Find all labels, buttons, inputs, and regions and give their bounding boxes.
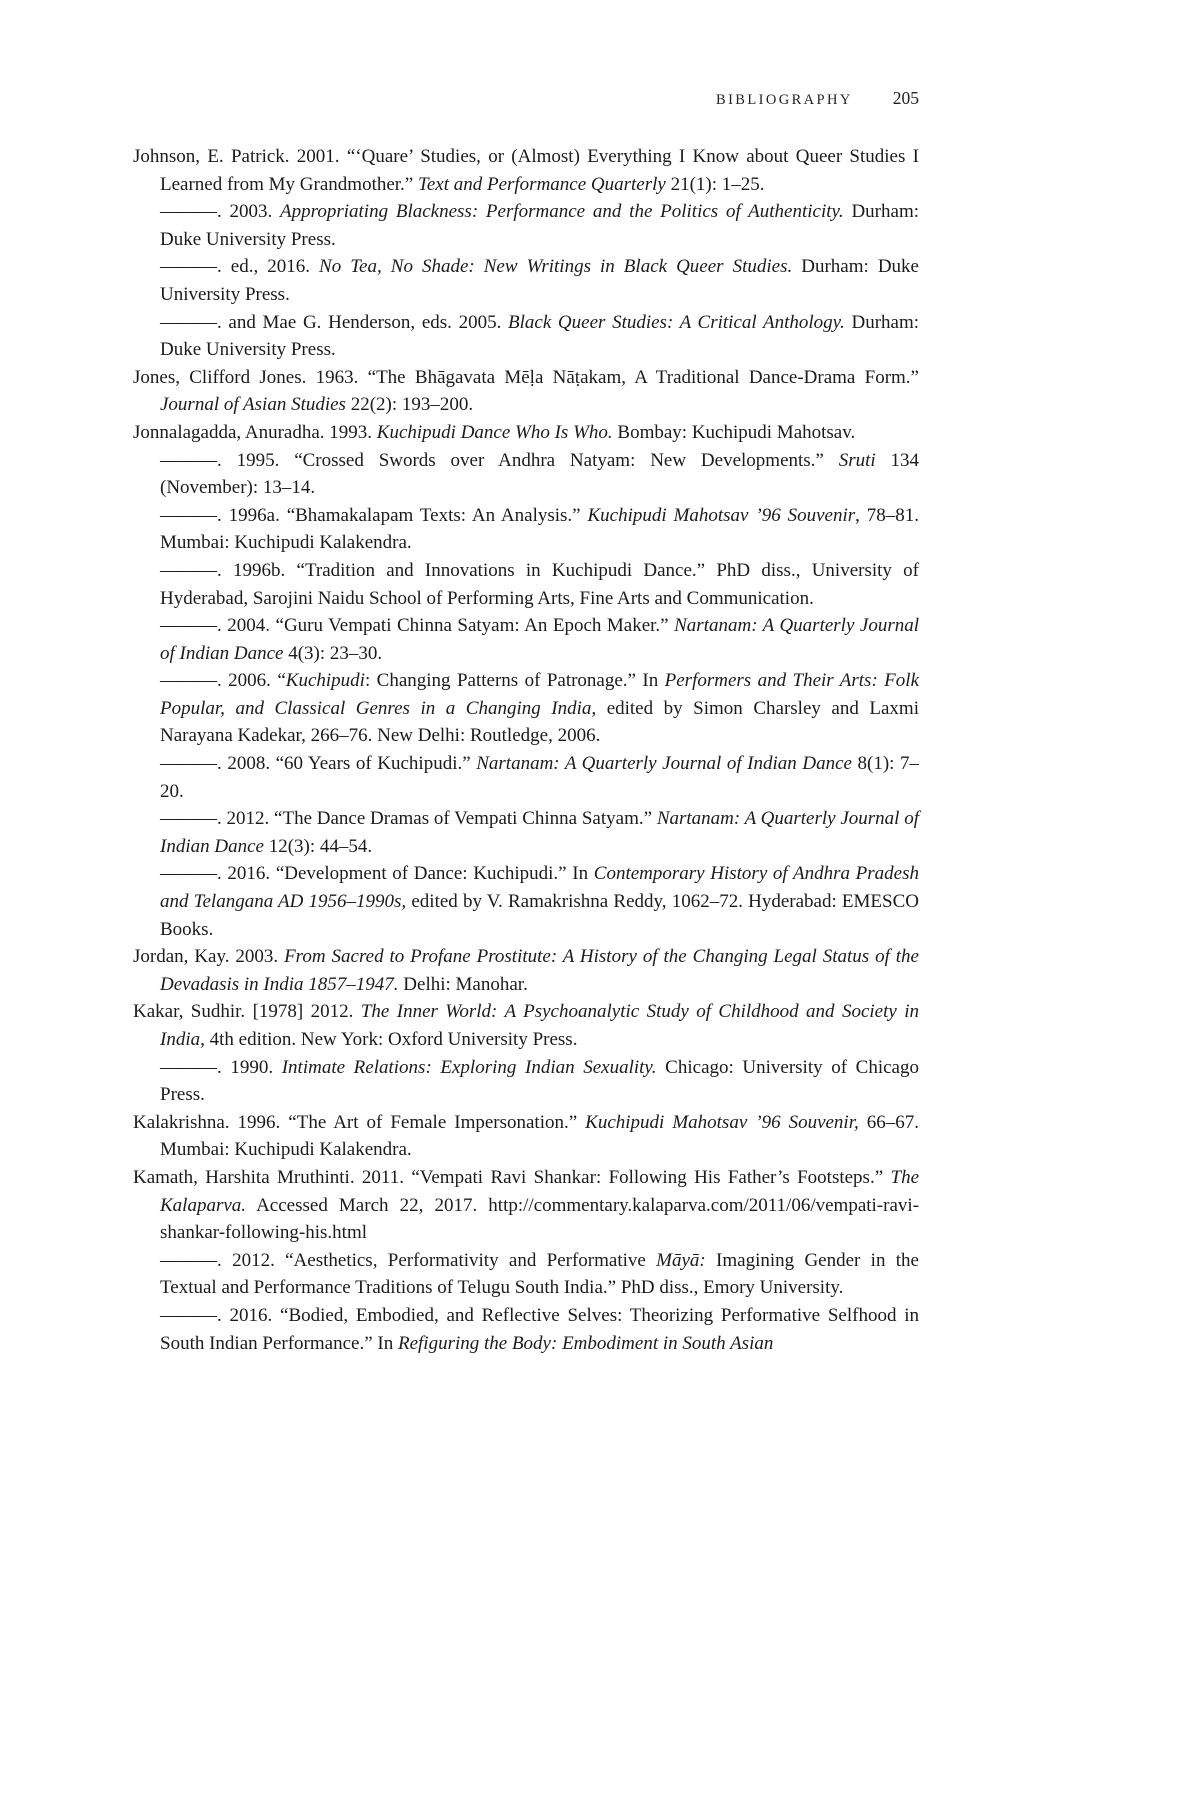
entry-title-italic: Intimate Relations: Exploring Indian Sexuality.: [281, 1056, 657, 1078]
bibliography-entry: [133, 805, 919, 860]
bibliography-entry: [133, 1247, 919, 1302]
entry-text: edited by Simon Charsley and Laxmi Narayana Kadekar, 266–76. New Delhi: Routledge, 2006.: [160, 697, 919, 747]
entry-title-italic: Kuchipudi Mahotsav ’96 Souvenir: [587, 504, 856, 526]
bibliography-entry: [133, 198, 919, 253]
bibliography-entry: [133, 557, 919, 612]
entry-title-italic: Kuchipudi: [285, 670, 365, 692]
bibliography-entry: [133, 309, 919, 364]
bibliography-entry: [133, 447, 919, 502]
entry-text: Kamath, Harshita Mruthinti. 2011. “Vempati Ravi Shankar: Following His Father’s Footsteps.”: [133, 1166, 891, 1188]
entry-title-italic: Black Queer Studies: A Critical Anthology.: [508, 311, 845, 333]
entry-text: edited by V. Ramakrishna Reddy, 1062–72. Hyderabad: EMESCO Books.: [160, 891, 919, 940]
entry-text: Durham: Duke University Press.: [160, 201, 919, 250]
entry-text: Durham: Duke University Press.: [160, 311, 920, 361]
entry-text: ———. 2016. “Development of Dance: Kuchipudi.” In: [160, 863, 594, 885]
entry-title-italic: Nartanam: A Quarterly Journal of Indian Dance: [160, 615, 920, 664]
bibliography: [133, 143, 919, 1357]
entry-title-italic: Refiguring the Body: Embodiment in South Asian: [397, 1332, 774, 1354]
entry-title-italic: No Tea, No Shade: New Writings in Black Queer Studies.: [319, 256, 793, 278]
bibliography-entry: [133, 1302, 919, 1357]
bibliography-entry: [133, 612, 919, 667]
entry-text: 134 (November): 13–14.: [160, 449, 920, 499]
bibliography-entry: [133, 253, 919, 308]
entry-text: ———. 2008. “60 Years of Kuchipudi.”: [160, 753, 477, 775]
running-head-title: BIBLIOGRAPHY: [716, 92, 853, 108]
entry-text: Accessed March 22, 2017. http://commentary.kalaparva.com/2011/06/vempati-ravi-shankar-following-his.html: [160, 1194, 919, 1244]
entry-title-italic: Contemporary History of Andhra Pradesh and Telangana AD 1956–1990s,: [160, 863, 919, 913]
entry-title-italic: Māyā:: [656, 1249, 706, 1271]
bibliography-entry: [133, 364, 919, 419]
entry-text: 4(3): 23–30.: [283, 642, 383, 664]
entry-text: Jonnalagadda, Anuradha. 1993.: [133, 421, 377, 443]
bibliography-entry: [133, 943, 919, 998]
entry-text: Imagining Gender in the Textual and Performance Traditions of Telugu South India.” PhD diss., Emory University.: [160, 1249, 919, 1299]
entry-title-italic: From Sacred to Profane Prostitute: A History of the Changing Legal Status of the Devadasis in India 1857–1947.: [160, 946, 919, 995]
entry-title-italic: Performers and Their Arts: Folk Popular, and Classical Genres in a Changing India,: [160, 670, 920, 719]
entry-text: ———. ed., 2016.: [160, 256, 320, 278]
entry-text: 66–67. Mumbai: Kuchipudi Kalakendra.: [160, 1111, 919, 1161]
bibliography-entry: [133, 750, 919, 805]
entry-title-italic: Journal of Asian Studies: [160, 394, 346, 416]
entry-text: Bombay: Kuchipudi Mahotsav.: [612, 421, 856, 443]
bibliography-entry: [133, 1054, 919, 1109]
entry-text: , 78–81. Mumbai: Kuchipudi Kalakendra.: [160, 504, 920, 554]
entry-text: ———. 1995. “Crossed Swords over Andhra Natyam: New Developments.”: [160, 449, 839, 471]
entry-title-italic: Nartanam: A Quarterly Journal of Indian Dance: [476, 753, 852, 775]
entry-title-italic: Text and Performance Quarterly: [418, 173, 666, 195]
entry-text: : Changing Patterns of Patronage.” In: [364, 670, 665, 692]
entry-text: Jordan, Kay. 2003.: [133, 946, 285, 968]
entry-text: ———. 2012. “Aesthetics, Performativity and Performative: [160, 1249, 657, 1271]
entry-text: ———. 1996a. “Bhamakalapam Texts: An Analysis.”: [160, 504, 588, 526]
entry-text: 8(1): 7–20.: [160, 753, 919, 802]
entry-text: Johnson, E. Patrick. 2001. “‘Quare’ Studies, or (Almost) Everything I Know about Queer Studies I Learned from My Grandmother.”: [133, 146, 919, 195]
entry-text: ———. 2016. “Bodied, Embodied, and Reflective Selves: Theorizing Performative Selfhood in South Indian Performance.” In: [160, 1304, 919, 1354]
entry-text: ———. 2003.: [160, 201, 281, 223]
bibliography-entry: [133, 502, 919, 557]
entry-text: Kalakrishna. 1996. “The Art of Female Impersonation.”: [133, 1111, 586, 1133]
entry-text: ———. 2006. “: [160, 670, 286, 692]
bibliography-entry: [133, 667, 919, 750]
entry-title-italic: The Kalaparva.: [160, 1166, 919, 1216]
entry-text: ———. 2012. “The Dance Dramas of Vempati Chinna Satyam.”: [160, 808, 657, 830]
text-block: [133, 88, 919, 1357]
entry-text: 21(1): 1–25.: [665, 173, 765, 195]
entry-title-italic: Kuchipudi Dance Who Is Who.: [376, 421, 613, 443]
bibliography-entry: [133, 998, 919, 1053]
entry-text: ———. 2004. “Guru Vempati Chinna Satyam: An Epoch Maker.”: [160, 615, 675, 637]
entry-text: ———. 1996b. “Tradition and Innovations in Kuchipudi Dance.” PhD diss., University of Hyderabad, Sarojini Naidu School of Performing Arts, Fine Arts and Communication.: [160, 559, 919, 609]
page-number: 205: [892, 88, 919, 108]
entry-text: ———. 1990.: [160, 1056, 282, 1078]
entry-text: Durham: Duke University Press.: [160, 256, 919, 305]
entry-text: ———. and Mae G. Henderson, eds. 2005.: [160, 311, 508, 333]
entry-title-italic: The Inner World: A Psychoanalytic Study of Childhood and Society in India,: [160, 1001, 919, 1050]
entry-title-italic: Nartanam: A Quarterly Journal of Indian Dance: [160, 808, 919, 857]
bibliography-entry: [133, 860, 919, 943]
entry-text: Chicago: University of Chicago Press.: [160, 1056, 919, 1106]
entry-text: 4th edition. New York: Oxford University Press.: [204, 1029, 578, 1050]
bibliography-entry: [133, 1164, 919, 1247]
entry-text: 12(3): 44–54.: [263, 835, 373, 857]
entry-title-italic: Kuchipudi Mahotsav ’96 Souvenir,: [585, 1111, 859, 1133]
entry-title-italic: Appropriating Blackness: Performance and the Politics of Authenticity.: [280, 201, 844, 223]
bibliography-entry: [133, 1109, 919, 1164]
bibliography-entry: [133, 143, 919, 198]
entry-text: 22(2): 193–200.: [345, 394, 474, 416]
entry-text: Jones, Clifford Jones. 1963. “The Bhāgavata Mēḷa Nāṭakam, A Traditional Dance-Drama Form.”: [133, 366, 919, 388]
entry-text: Delhi: Manohar.: [398, 973, 528, 995]
entry-title-italic: Sruti: [838, 449, 876, 471]
entry-text: Kakar, Sudhir. [1978] 2012.: [133, 1001, 361, 1023]
page-header: [133, 88, 919, 109]
bibliography-entry: [133, 419, 919, 447]
